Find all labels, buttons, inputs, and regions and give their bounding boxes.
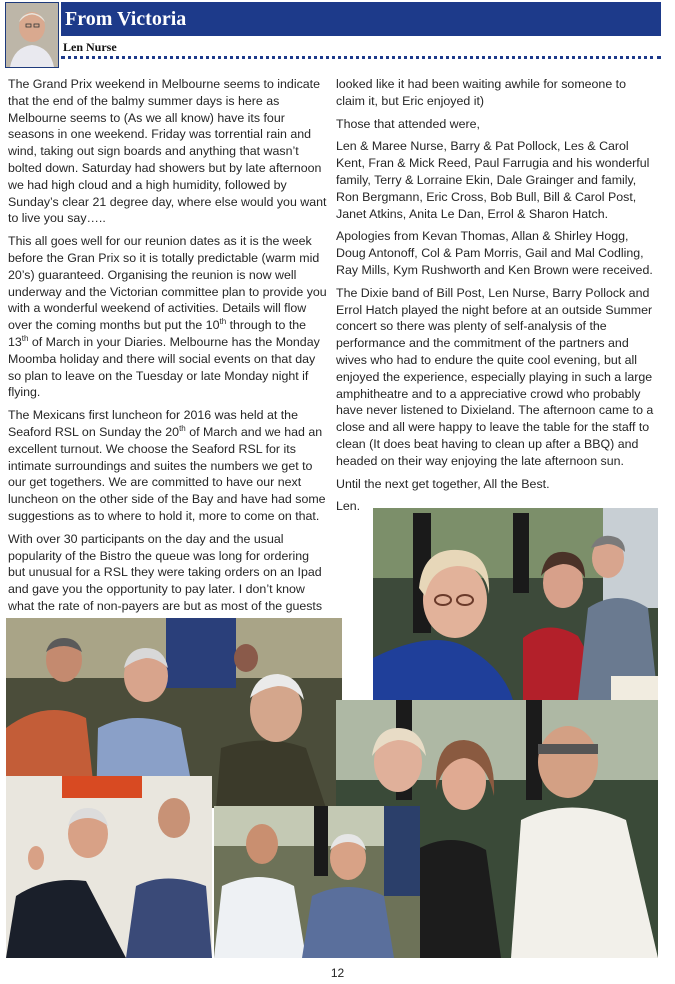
right-paragraph-4: Apologies from Kevan Thomas, Allan & Shirley Hogg, Doug Antonoff, Col & Pam Morris, Gail and Mal Codling, Ray Mills, Kym Rushworth and Ken Brown were received. (336, 229, 653, 277)
left-paragraph-2: This all goes well for our reunion dates as it is the week before the Gran Prix so it is totally predictable (warm mid 20’s) guaranteed. Organising the reunion is now well underway and the Victorian committee plan to provide you with a wonderful weekend of activities. Details will flow over the coming months but put the 10th through to the 13th of March in your Diaries. Melbourne has the Monday Moomba holiday and there will social events on that day so plan to leave on the Tuesday or late Monday night if flying. (8, 234, 327, 400)
photo-thumbs-up (6, 776, 212, 958)
page-number: 12 (330, 966, 345, 980)
left-paragraph-4: With over 30 participants on the day and the usual popularity of the Bistro the queue was long for ordering but unusual for a RSL they were taking orders on an Ipad and gave you the opportunity to pay later. I don’t know what the rate of non-payers are but as most of the guests (8, 531, 323, 613)
photo-two-men (214, 806, 420, 958)
author-portrait (5, 2, 59, 68)
right-paragraph-3: Len & Maree Nurse, Barry & Pat Pollock, Les & Carol Kent, Fran & Mick Reed, Paul Farrugia and his wonderful family, Terry & Lorraine Ekin, Dale Grainger and family, Ron Bergmann, Eric Cross, Bob Bull, Bill & Carol Post, Janet Atkins, Anita Le Dan, Errol & Sharon Hatch. (336, 139, 650, 221)
photo-ladies-at-table (373, 508, 658, 700)
left-column (8, 76, 328, 688)
left-paragraph-3: The Mexicans first luncheon for 2016 was held at the Seaford RSL on Sunday the 20th of March and we had an excellent turnout. We choose the Seaford RSL for its intimate surroundings and suites the numbers we get to our get togethers. We are committed to have our next luncheon on the other side of the Bay and have had some suggestions as to where to hold it, more to come on that. (8, 408, 326, 523)
right-paragraph-5: The Dixie band of Bill Post, Len Nurse, Barry Pollock and Errol Hatch played the night before at an outside Summer concert so there was plenty of self-analysis of the performance and the commitment of the partners and wives who had to endure the quite cool evening, but all enjoyed the experience, especially playing in such a large amphitheatre and to a appreciative crowd who probably have never listened to Dixieland. The afternoon came to a close and all were happy to leave the table for the staff to clean (It does beat having to clean up after a BBQ) and headed on their way enjoying the late afternoon sun. (336, 285, 654, 468)
title-bar (61, 2, 661, 36)
dotted-divider (61, 56, 661, 59)
right-column (336, 76, 658, 521)
author-name: Len Nurse (63, 40, 117, 54)
right-paragraph-2: Those that attended were, (336, 116, 480, 131)
left-paragraph-1: The Grand Prix weekend in Melbourne seems to indicate that the end of the balmy summer days is here as Melbourne seems to (As we all know) have its four seasons in one weekend. Friday was torrential rain and wind, taking out sign boards and anything that wasn’t bolted down. Saturday had showers but by late afternoon we had high cloud and a high humidity, followed by Sunday’s clear 21 degree day, where else would you want to live you say….. (8, 77, 327, 226)
page-title: From Victoria (65, 8, 187, 30)
right-paragraph-1: looked like it had been waiting awhile for someone to claim it, but Eric enjoyed it) (336, 77, 626, 108)
page-header (5, 2, 661, 70)
right-paragraph-6: Until the next get together, All the Best. (336, 476, 550, 491)
right-paragraph-7: Len. (336, 499, 361, 514)
